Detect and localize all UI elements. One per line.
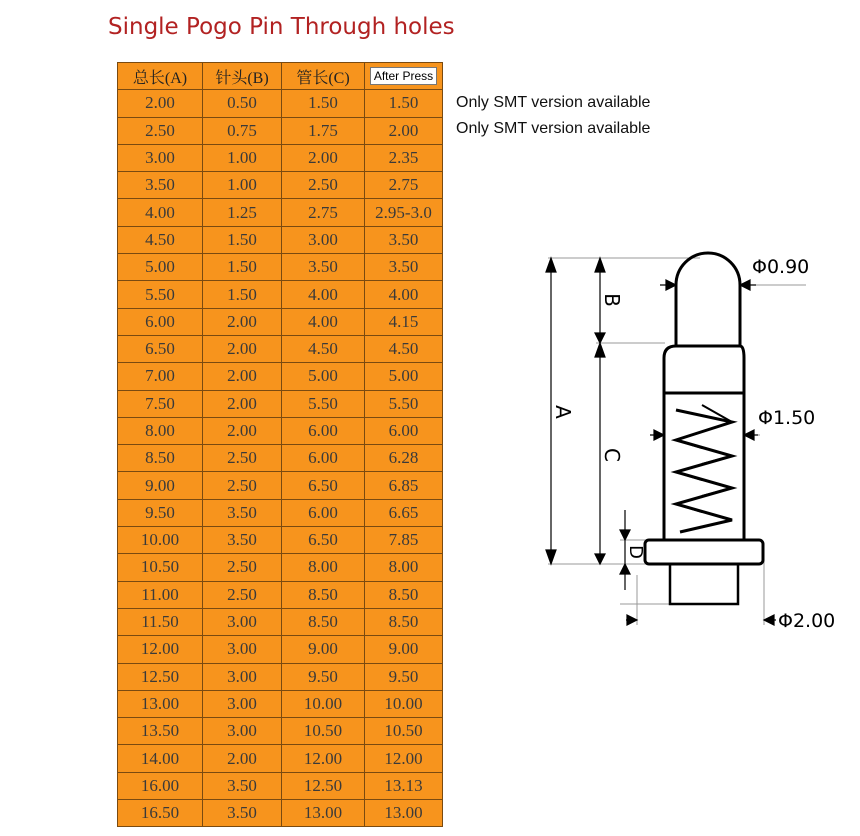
- cell-pin-head: 3.50: [203, 499, 282, 526]
- table-row: [118, 144, 443, 171]
- cell-pin-head: 2.00: [203, 745, 282, 772]
- cell-total-length: 10.50: [118, 554, 203, 581]
- cell-tube-length: 2.00: [282, 144, 365, 171]
- flange: [645, 540, 763, 564]
- cell-after-press: 3.50: [365, 226, 443, 253]
- cell-pin-head: 2.50: [203, 554, 282, 581]
- cell-pin-head: 2.00: [203, 335, 282, 362]
- cell-tube-length: 6.00: [282, 499, 365, 526]
- header-pin-head: 针头(B): [203, 63, 282, 90]
- cell-tube-length: 8.50: [282, 608, 365, 635]
- cell-total-length: 9.50: [118, 499, 203, 526]
- table-row: [118, 363, 443, 390]
- cell-pin-head: 0.50: [203, 90, 282, 117]
- table-row: [118, 745, 443, 772]
- label-a: A: [551, 405, 575, 419]
- cell-pin-head: 1.25: [203, 199, 282, 226]
- cell-total-length: 11.50: [118, 608, 203, 635]
- table-row: [118, 117, 443, 144]
- cell-after-press: 6.65: [365, 499, 443, 526]
- cell-pin-head: 3.00: [203, 663, 282, 690]
- label-c: C: [600, 448, 624, 462]
- barrel-arrow-left: [650, 430, 664, 440]
- cell-pin-head: 2.00: [203, 390, 282, 417]
- cell-pin-head: 2.00: [203, 363, 282, 390]
- tip-arrow-right: [740, 280, 756, 290]
- cell-after-press: 9.50: [365, 663, 443, 690]
- cell-after-press: 8.50: [365, 608, 443, 635]
- cell-total-length: 13.00: [118, 690, 203, 717]
- cell-pin-head: 2.00: [203, 308, 282, 335]
- table-header-row: [118, 63, 443, 90]
- cell-pin-head: 3.00: [203, 608, 282, 635]
- pogo-pin-body: [645, 253, 763, 604]
- cell-tube-length: 3.50: [282, 254, 365, 281]
- cell-total-length: 11.00: [118, 581, 203, 608]
- cell-pin-head: 3.00: [203, 718, 282, 745]
- cell-tube-length: 6.00: [282, 417, 365, 444]
- pogo-pin-spec-table: [117, 62, 443, 827]
- table-row: [118, 281, 443, 308]
- cell-pin-head: 3.50: [203, 800, 282, 827]
- cell-tube-length: 5.00: [282, 363, 365, 390]
- cell-pin-head: 3.50: [203, 527, 282, 554]
- table-row: [118, 690, 443, 717]
- cell-total-length: 5.00: [118, 254, 203, 281]
- cell-tube-length: 12.50: [282, 772, 365, 799]
- cell-pin-head: 1.00: [203, 144, 282, 171]
- cell-total-length: 7.50: [118, 390, 203, 417]
- table-row: [118, 472, 443, 499]
- cell-pin-head: 2.50: [203, 581, 282, 608]
- cell-after-press: 5.00: [365, 363, 443, 390]
- cell-total-length: 12.00: [118, 636, 203, 663]
- flange-arrow-left: [626, 615, 637, 625]
- cell-after-press: 8.50: [365, 581, 443, 608]
- cell-tube-length: 9.50: [282, 663, 365, 690]
- pin-tip: [676, 253, 740, 345]
- cell-total-length: 2.50: [118, 117, 203, 144]
- cell-after-press: 10.00: [365, 690, 443, 717]
- cell-tube-length: 2.75: [282, 199, 365, 226]
- table-row: [118, 581, 443, 608]
- cell-total-length: 14.00: [118, 745, 203, 772]
- table-row: [118, 445, 443, 472]
- cell-total-length: 13.50: [118, 718, 203, 745]
- label-phi-flange: Φ2.00: [778, 610, 836, 632]
- cell-tube-length: 10.50: [282, 718, 365, 745]
- tip-arrow-left: [660, 280, 676, 290]
- cell-after-press: 2.35: [365, 144, 443, 171]
- cell-tube-length: 4.00: [282, 281, 365, 308]
- cell-pin-head: 2.00: [203, 417, 282, 444]
- cell-after-press: 6.28: [365, 445, 443, 472]
- cell-after-press: 2.00: [365, 117, 443, 144]
- base-post: [670, 564, 738, 604]
- cell-after-press: 12.00: [365, 745, 443, 772]
- cell-after-press: 9.00: [365, 636, 443, 663]
- barrel-arrow-right: [744, 430, 758, 440]
- cell-total-length: 9.00: [118, 472, 203, 499]
- table-row: [118, 199, 443, 226]
- cell-pin-head: 2.50: [203, 472, 282, 499]
- table-row: [118, 718, 443, 745]
- cell-after-press: 5.50: [365, 390, 443, 417]
- cell-total-length: 5.50: [118, 281, 203, 308]
- table-row: [118, 390, 443, 417]
- cell-total-length: 4.00: [118, 199, 203, 226]
- cell-after-press: 2.95-3.0: [365, 199, 443, 226]
- table-row: [118, 417, 443, 444]
- table-row: [118, 172, 443, 199]
- cell-pin-head: 3.00: [203, 636, 282, 663]
- cell-pin-head: 2.50: [203, 445, 282, 472]
- cell-after-press: 1.50: [365, 90, 443, 117]
- table-row: [118, 772, 443, 799]
- table-row: [118, 636, 443, 663]
- cell-total-length: 6.00: [118, 308, 203, 335]
- cell-total-length: 3.00: [118, 144, 203, 171]
- label-d: D: [625, 545, 646, 559]
- cell-total-length: 16.50: [118, 800, 203, 827]
- cell-pin-head: 1.50: [203, 281, 282, 308]
- cell-total-length: 16.00: [118, 772, 203, 799]
- cell-total-length: 8.00: [118, 417, 203, 444]
- cell-tube-length: 12.00: [282, 745, 365, 772]
- spring: [676, 405, 732, 532]
- cell-total-length: 2.00: [118, 90, 203, 117]
- cell-tube-length: 8.50: [282, 581, 365, 608]
- cell-tube-length: 8.00: [282, 554, 365, 581]
- table-row: [118, 608, 443, 635]
- header-total-length: 总长(A): [118, 63, 203, 90]
- cell-tube-length: 4.50: [282, 335, 365, 362]
- cell-after-press: 6.00: [365, 417, 443, 444]
- cell-after-press: 7.85: [365, 527, 443, 554]
- cell-after-press: 13.13: [365, 772, 443, 799]
- page-title: Single Pogo Pin Through holes: [108, 14, 455, 40]
- table-row: [118, 800, 443, 827]
- cell-tube-length: 13.00: [282, 800, 365, 827]
- header-after-press: [365, 63, 443, 90]
- after-press-label: After Press: [370, 67, 437, 85]
- table-body: [118, 90, 443, 827]
- cell-tube-length: 3.00: [282, 226, 365, 253]
- cell-after-press: 6.85: [365, 472, 443, 499]
- cell-after-press: 13.00: [365, 800, 443, 827]
- cell-tube-length: 4.00: [282, 308, 365, 335]
- cell-pin-head: 3.00: [203, 690, 282, 717]
- table-row: [118, 335, 443, 362]
- table-row: [118, 663, 443, 690]
- header-tube-length: 管长(C): [282, 63, 365, 90]
- cell-total-length: 12.50: [118, 663, 203, 690]
- cell-after-press: 4.50: [365, 335, 443, 362]
- cell-tube-length: 2.50: [282, 172, 365, 199]
- cell-tube-length: 1.50: [282, 90, 365, 117]
- cell-tube-length: 5.50: [282, 390, 365, 417]
- cell-pin-head: 1.50: [203, 226, 282, 253]
- cell-pin-head: 1.50: [203, 254, 282, 281]
- cell-pin-head: 1.00: [203, 172, 282, 199]
- cell-after-press: 10.50: [365, 718, 443, 745]
- cell-total-length: 4.50: [118, 226, 203, 253]
- cell-tube-length: 6.50: [282, 472, 365, 499]
- table-row: [118, 554, 443, 581]
- cell-after-press: 4.00: [365, 281, 443, 308]
- cell-tube-length: 1.75: [282, 117, 365, 144]
- label-phi-tip: Φ0.90: [752, 256, 810, 278]
- cell-total-length: 10.00: [118, 527, 203, 554]
- spring-zigzag: [676, 410, 732, 532]
- cell-total-length: 3.50: [118, 172, 203, 199]
- cell-after-press: 3.50: [365, 254, 443, 281]
- cell-tube-length: 9.00: [282, 636, 365, 663]
- smt-note-1: Only SMT version available: [456, 94, 651, 111]
- table-row: [118, 90, 443, 117]
- table-row: [118, 226, 443, 253]
- cell-pin-head: 3.50: [203, 772, 282, 799]
- flange-arrow-right: [764, 615, 776, 625]
- table-row: [118, 254, 443, 281]
- table-row: [118, 308, 443, 335]
- cell-tube-length: 6.00: [282, 445, 365, 472]
- cell-tube-length: 10.00: [282, 690, 365, 717]
- cell-pin-head: 0.75: [203, 117, 282, 144]
- cell-after-press: 8.00: [365, 554, 443, 581]
- cell-total-length: 7.00: [118, 363, 203, 390]
- smt-note-2: Only SMT version available: [456, 120, 651, 137]
- cell-total-length: 6.50: [118, 335, 203, 362]
- label-b: B: [600, 293, 624, 307]
- label-phi-barrel: Φ1.50: [758, 407, 816, 429]
- cell-after-press: 2.75: [365, 172, 443, 199]
- cell-after-press: 4.15: [365, 308, 443, 335]
- pogo-pin-diagram: [520, 240, 855, 640]
- cell-tube-length: 6.50: [282, 527, 365, 554]
- table-row: [118, 499, 443, 526]
- table-row: [118, 527, 443, 554]
- cell-total-length: 8.50: [118, 445, 203, 472]
